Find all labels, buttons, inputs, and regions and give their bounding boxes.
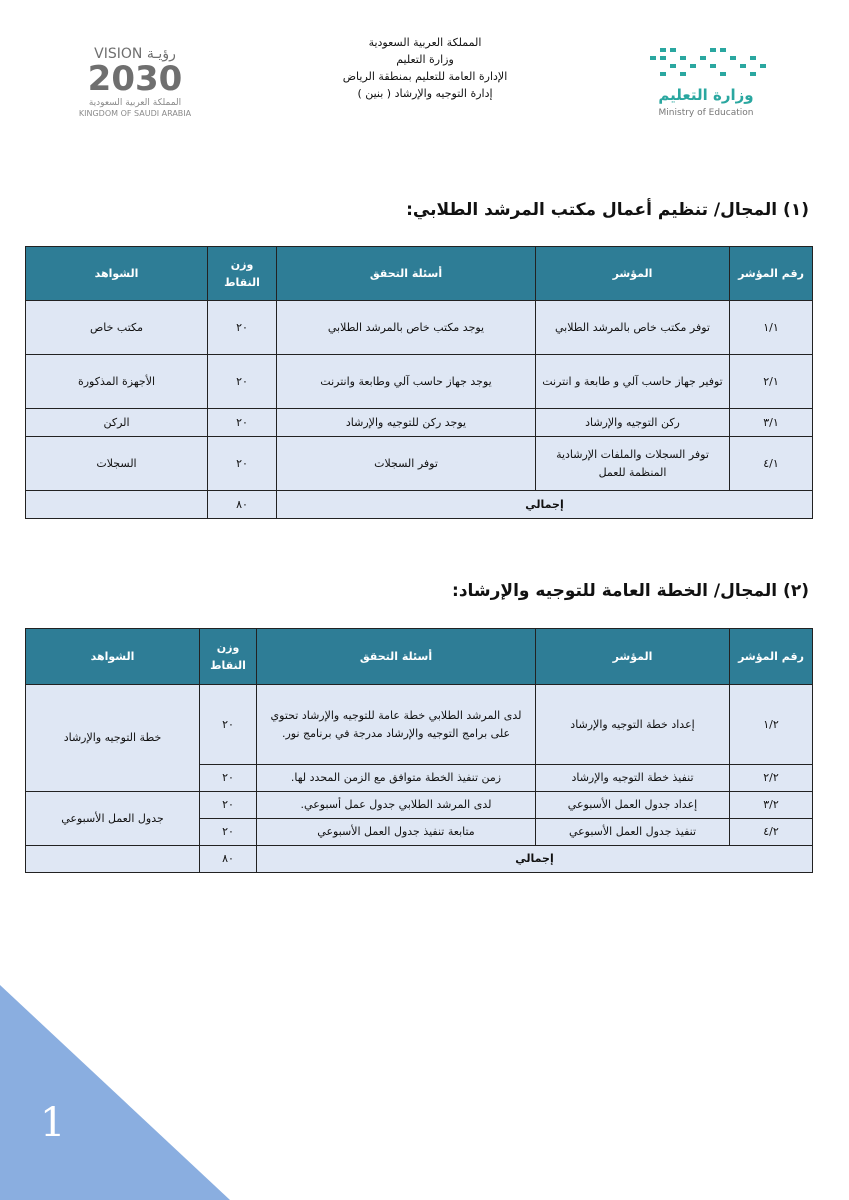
header-points-weight: وزن النقاط (208, 247, 277, 301)
points-weight: ٢٠ (208, 301, 277, 355)
total-weight: ٨٠ (208, 491, 277, 519)
section2-title (452, 581, 809, 601)
table-row (26, 792, 813, 819)
vision-logo-top: VISION رؤيـة (94, 46, 176, 62)
table-row (26, 409, 813, 437)
verification-question: توفر السجلات (277, 437, 536, 491)
points-weight: ٢٠ (208, 409, 277, 437)
total-label: إجمالي (257, 846, 813, 873)
header-verification-questions: أسئلة التحقق (257, 629, 536, 685)
indicator-text: توفر السجلات والملفات الإرشادية المنظمة للعمل (536, 437, 730, 491)
total-row (26, 846, 813, 873)
evidence: خطة التوجيه والإرشاد (26, 685, 200, 792)
evidence: جدول العمل الأسبوعي (26, 792, 200, 846)
points-weight: ٢٠ (200, 685, 257, 765)
letterhead-line-ministry: وزارة التعليم (396, 53, 454, 66)
section1-title (406, 200, 809, 220)
indicator-number: ٢/٢ (730, 765, 813, 792)
indicator-number: ٤/١ (730, 437, 813, 491)
verification-question: يوجد ركن للتوجيه والإرشاد (277, 409, 536, 437)
points-weight: ٢٠ (200, 765, 257, 792)
indicator-number: ١/٢ (730, 685, 813, 765)
total-evidence-empty (26, 846, 200, 873)
total-label: إجمالي (277, 491, 813, 519)
header-indicator-number: رقم المؤشر (730, 629, 813, 685)
points-weight: ٢٠ (200, 792, 257, 819)
letterhead (300, 34, 550, 102)
section1-title-text: (١) المجال/ تنظيم أعمال مكتب المرشد الطلابي (412, 200, 809, 220)
letterhead-line-department: إدارة التوجيه والإرشاد ( بنين ) (357, 87, 493, 100)
indicator-text: توفر مكتب خاص بالمرشد الطلابي (536, 301, 730, 355)
indicator-text: إعداد جدول العمل الأسبوعي (536, 792, 730, 819)
indicator-text: ركن التوجيه والإرشاد (536, 409, 730, 437)
evidence: السجلات (26, 437, 208, 491)
page-corner-triangle (0, 985, 230, 1200)
moe-logo-ar: وزارة التعليم (658, 86, 754, 104)
section2-title-colon: : (452, 581, 459, 601)
evidence: الأجهزة المذكورة (26, 355, 208, 409)
verification-question: زمن تنفيذ الخطة متوافق مع الزمن المحدد لها. (257, 765, 536, 792)
letterhead-line-directorate: الإدارة العامة للتعليم بمنطقة الرياض (342, 70, 508, 83)
section2-title-text: (٢) المجال/ الخطة العامة للتوجيه والإرشاد (458, 581, 809, 601)
vision-2030-logo (60, 44, 210, 120)
verification-question: متابعة تنفيذ جدول العمل الأسبوعي (257, 819, 536, 846)
header-indicator: المؤشر (536, 247, 730, 301)
indicator-number: ٣/١ (730, 409, 813, 437)
indicator-text: تنفيذ خطة التوجيه والإرشاد (536, 765, 730, 792)
header-evidence: الشواهد (26, 629, 200, 685)
verification-question: لدى المرشد الطلابي خطة عامة للتوجيه والإرشاد تحتوي على برامج التوجيه والإرشاد مدرجة في برنامج نور. (257, 685, 536, 765)
moe-dots-icon (650, 48, 766, 76)
vision-logo-ar: المملكة العربية السعودية (88, 98, 182, 108)
header-points-weight: وزن النقاط (200, 629, 257, 685)
indicator-number: ٢/١ (730, 355, 813, 409)
evidence: مكتب خاص (26, 301, 208, 355)
header-evidence: الشواهد (26, 247, 208, 301)
verification-question: يوجد جهاز حاسب آلي وطابعة وانترنت (277, 355, 536, 409)
header-indicator-number: رقم المؤشر (730, 247, 813, 301)
table-row (26, 685, 813, 765)
indicator-number: ٤/٢ (730, 819, 813, 846)
ministry-of-education-logo (606, 44, 772, 120)
header-indicator: المؤشر (536, 629, 730, 685)
section1-table (25, 246, 813, 519)
points-weight: ٢٠ (208, 437, 277, 491)
section2-header-row (26, 629, 813, 685)
page-number: 1 (40, 1100, 66, 1146)
indicator-text: إعداد خطة التوجيه والإرشاد (536, 685, 730, 765)
vision-logo-year: 2030 (87, 59, 183, 99)
evidence: الركن (26, 409, 208, 437)
moe-logo-en: Ministry of Education (658, 108, 754, 118)
section2-table (25, 628, 813, 873)
points-weight: ٢٠ (200, 819, 257, 846)
table-row (26, 437, 813, 491)
indicator-text: تنفيذ جدول العمل الأسبوعي (536, 819, 730, 846)
section1-title-colon: : (406, 200, 413, 220)
indicator-number: ١/١ (730, 301, 813, 355)
letterhead-line-country: المملكة العربية السعودية (368, 36, 482, 49)
header-verification-questions: أسئلة التحقق (277, 247, 536, 301)
vision-logo-en: KINGDOM OF SAUDI ARABIA (78, 109, 192, 118)
section1-header-row (26, 247, 813, 301)
total-evidence-empty (26, 491, 208, 519)
total-row (26, 491, 813, 519)
points-weight: ٢٠ (208, 355, 277, 409)
table-row (26, 355, 813, 409)
verification-question: يوجد مكتب خاص بالمرشد الطلابي (277, 301, 536, 355)
verification-question: لدى المرشد الطلابي جدول عمل أسبوعي. (257, 792, 536, 819)
indicator-number: ٣/٢ (730, 792, 813, 819)
indicator-text: توفير جهاز حاسب آلي و طابعة و انترنت (536, 355, 730, 409)
total-weight: ٨٠ (200, 846, 257, 873)
table-row (26, 301, 813, 355)
